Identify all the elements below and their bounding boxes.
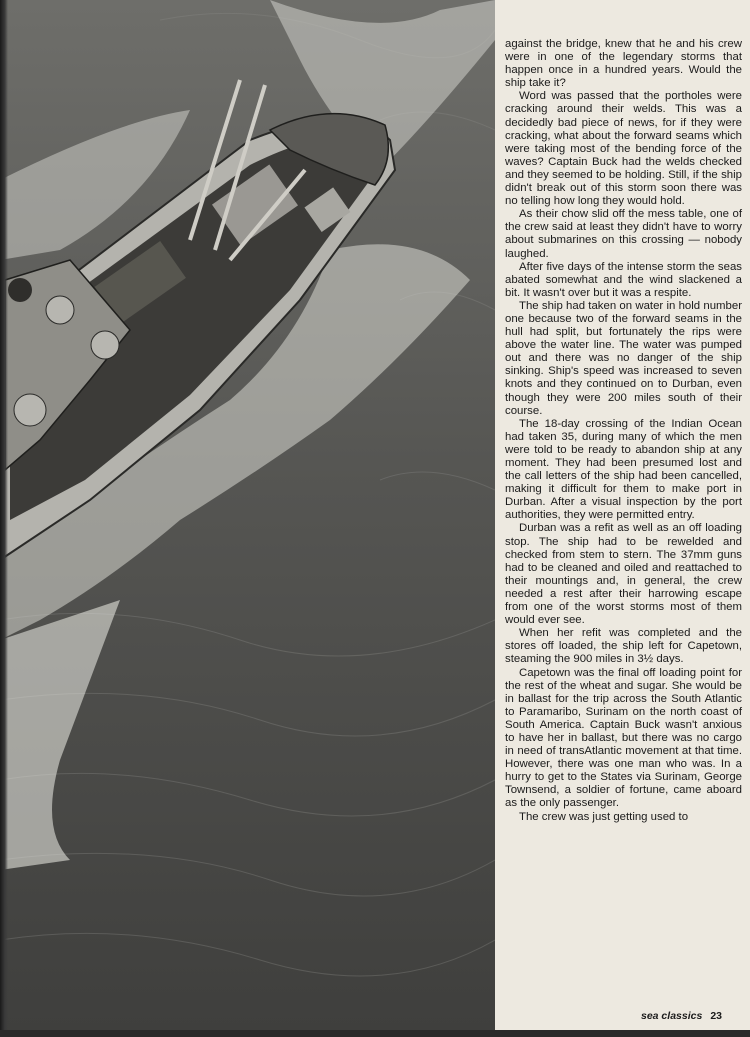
bottom-edge [0,1030,750,1037]
article-paragraph: The crew was just getting used to [519,810,689,823]
article-paragraph: As their chow slid off the mess table, one of the crew said at least they didn't have to worry about submarines on this crossing — nobody laughed. [505,208,742,260]
article-paragraph: After five days of the intense storm the seas abated somewhat and the wind slackened a bit. It wasn't over but it was a respite. [505,260,742,299]
article-paragraph: Word was passed that the portholes were cracking around their welds. This was a decidedly bad piece of news, for if they were cracking, what about the forward seams which were taking most of the bending force of the waves? Captain Buck had the welds checked and they seemed to be holding. Still, if the ship didn't break out of this storm soon there was no telling how long they would hold. [505,90,742,208]
page-gutter [0,0,8,1037]
article-paragraph: When her refit was completed and the stores off loaded, the ship left for Capetown, steaming the 900 miles in 3½ days. [505,627,742,666]
article-paragraph: The ship had taken on water in hold number one because two of the forward seams in the hull had split, but fortunately the rips were above the water line. The water was pumped out and there was no danger of the ship sinking. Ship's speed was increased to seven knots and they continued on to Durban, even though they were 200 miles south of their course. [505,299,742,417]
magazine-name: sea classics [641,1010,703,1022]
page-number: 23 [710,1010,722,1022]
page-footer [641,1010,722,1022]
article-paragraph: Durban was a refit as well as an off loading stop. The ship had to be rewelded and checked from stem to stern. The 37mm guns had to be cleaned and oiled and reattached to their mountings and, in general, the crew needed a rest after their harrowing escape from one of the worst storms most of them would ever see. [505,522,742,627]
article-paragraph: The 18-day crossing of the Indian Ocean had taken 35, during many of which the men were told to be ready to abandon ship at any moment. They had been presumed lost and the call letters of the ship had been cancelled, making it difficult for them to make port in Durban. After a visual inspection by the port authorities, they were permitted entry. [505,417,742,522]
article-paragraph: Capetown was the final off loading point for the rest of the wheat and sugar. She would be in ballast for the trip across the South Atlantic to Paramaribo, Surinam on the north coast of South America. Captain Buck wasn't anxious to have her in ballast, but there was no cargo in need of transAtlantic movement at that time. However, there was one man who was. In a hurry to get to the States via Surinam, George Townsend, a soldier of fortune, came aboard as the only passenger. [505,666,742,810]
article-paragraph: against the bridge, knew that he and his crew were in one of the legendary storms that happen once in a hundred years. Would the ship take it? [505,38,742,90]
article-text-column [505,38,742,824]
